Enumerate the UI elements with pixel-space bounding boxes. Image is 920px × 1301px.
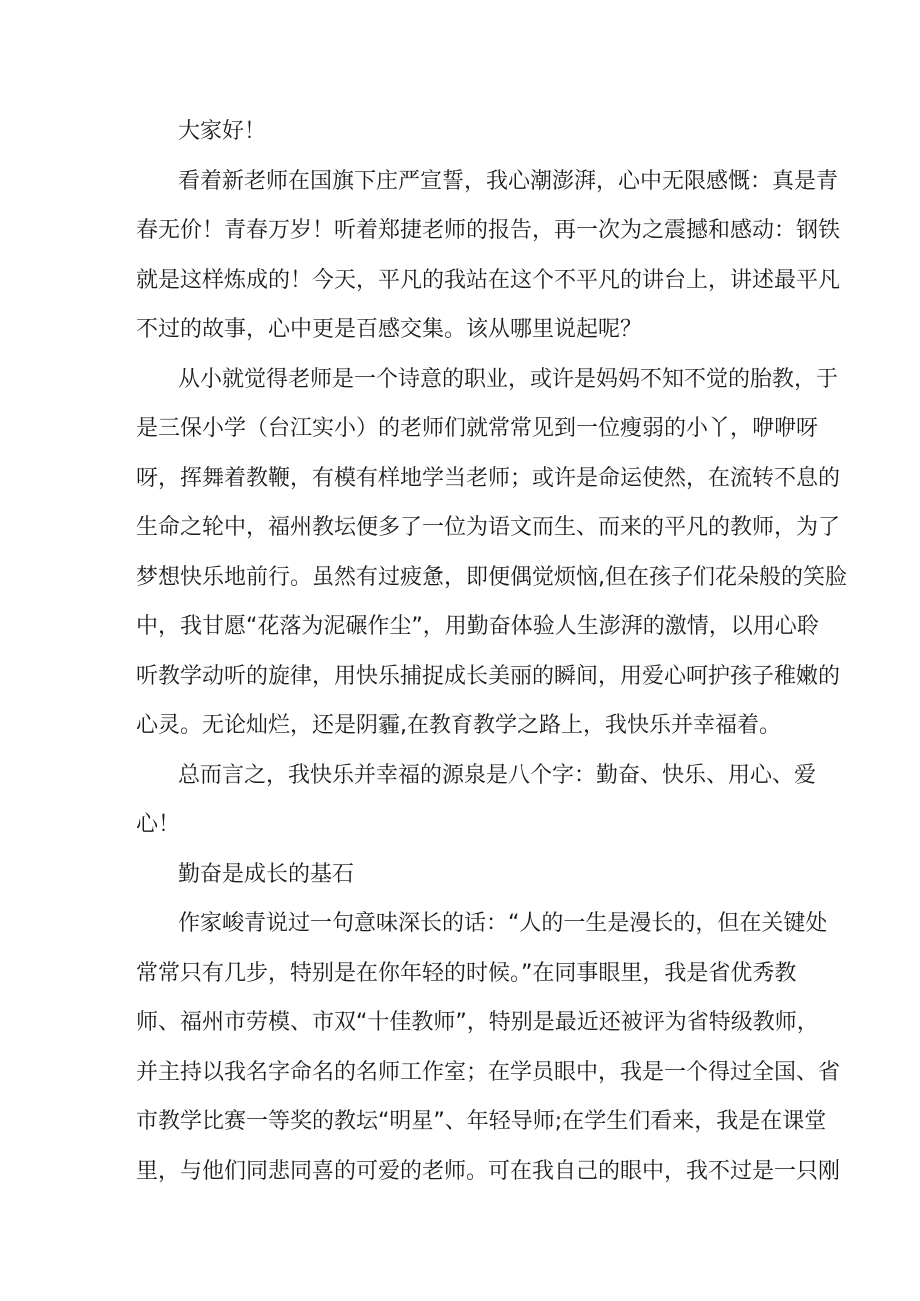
paragraph-1-line-2: 春无价！青春万岁！听着郑捷老师的报告，再一次为之震撼和感动：钢铁 xyxy=(136,218,841,243)
paragraph-4-line-2: 常常只有几步，特别是在你年轻的时候。”在同事眼里，我是省优秀教 xyxy=(136,961,797,986)
section-heading: 勤奋是成长的基石 xyxy=(178,862,355,887)
paragraph-4-line-5: 市教学比赛一等奖的教坛“明星”、年轻导师;在学生们看来，我是在课堂 xyxy=(136,1109,827,1134)
paragraph-2-line-8: 心灵。无论灿烂，还是阴霾,在教育教学之路上，我快乐并幸福着。 xyxy=(136,713,781,738)
paragraph-2-line-4: 生命之轮中，福州教坛便多了一位为语文而生、而来的平凡的教师，为了 xyxy=(136,515,841,540)
greeting-line: 大家好！ xyxy=(178,119,267,144)
paragraph-3-line-1: 总而言之，我快乐并幸福的源泉是八个字：勤奋、快乐、用心、爱 xyxy=(178,763,817,788)
paragraph-3-line-2: 心！ xyxy=(136,812,181,837)
paragraph-1-line-3: 就是这样炼成的！今天，平凡的我站在这个不平凡的讲台上，讲述最平凡 xyxy=(136,268,841,293)
paragraph-2-line-5: 梦想快乐地前行。虽然有过疲惫，即便偶觉烦恼,但在孩子们花朵般的笑脸 xyxy=(136,565,847,590)
paragraph-4-line-6: 里，与他们同悲同喜的可爱的老师。可在我自己的眼中，我不过是一只刚 xyxy=(136,1159,841,1184)
paragraph-1-line-1: 看着新老师在国旗下庄严宣誓，我心潮澎湃，心中无限感慨：真是青 xyxy=(178,169,839,194)
paragraph-1-line-4: 不过的故事，心中更是百感交集。该从哪里说起呢？ xyxy=(136,317,643,342)
paragraph-2-line-2: 是三保小学（台江实小）的老师们就常常见到一位瘦弱的小丫，咿咿呀 xyxy=(136,416,819,441)
paragraph-4-line-1: 作家峻青说过一句意味深长的话：“人的一生是漫长的，但在关键处 xyxy=(178,911,828,936)
paragraph-4-line-4: 并主持以我名字命名的名师工作室；在学员眼中，我是一个得过全国、省 xyxy=(136,1060,841,1085)
paragraph-2-line-3: 呀，挥舞着教鞭，有模有样地学当老师；或许是命运使然，在流转不息的 xyxy=(136,466,841,491)
paragraph-2-line-1: 从小就觉得老师是一个诗意的职业，或许是妈妈不知不觉的胎教，于 xyxy=(178,367,839,392)
paragraph-4-line-3: 师、福州市劳模、市双“十佳教师”，特别是最近还被评为省特级教师， xyxy=(136,1010,819,1035)
paragraph-2-line-6: 中，我甘愿“花落为泥碾作尘”，用勤奋体验人生澎湃的激情，以用心聆 xyxy=(136,614,819,639)
paragraph-2-line-7: 听教学动听的旋律，用快乐捕捉成长美丽的瞬间，用爱心呵护孩子稚嫩的 xyxy=(136,664,841,689)
